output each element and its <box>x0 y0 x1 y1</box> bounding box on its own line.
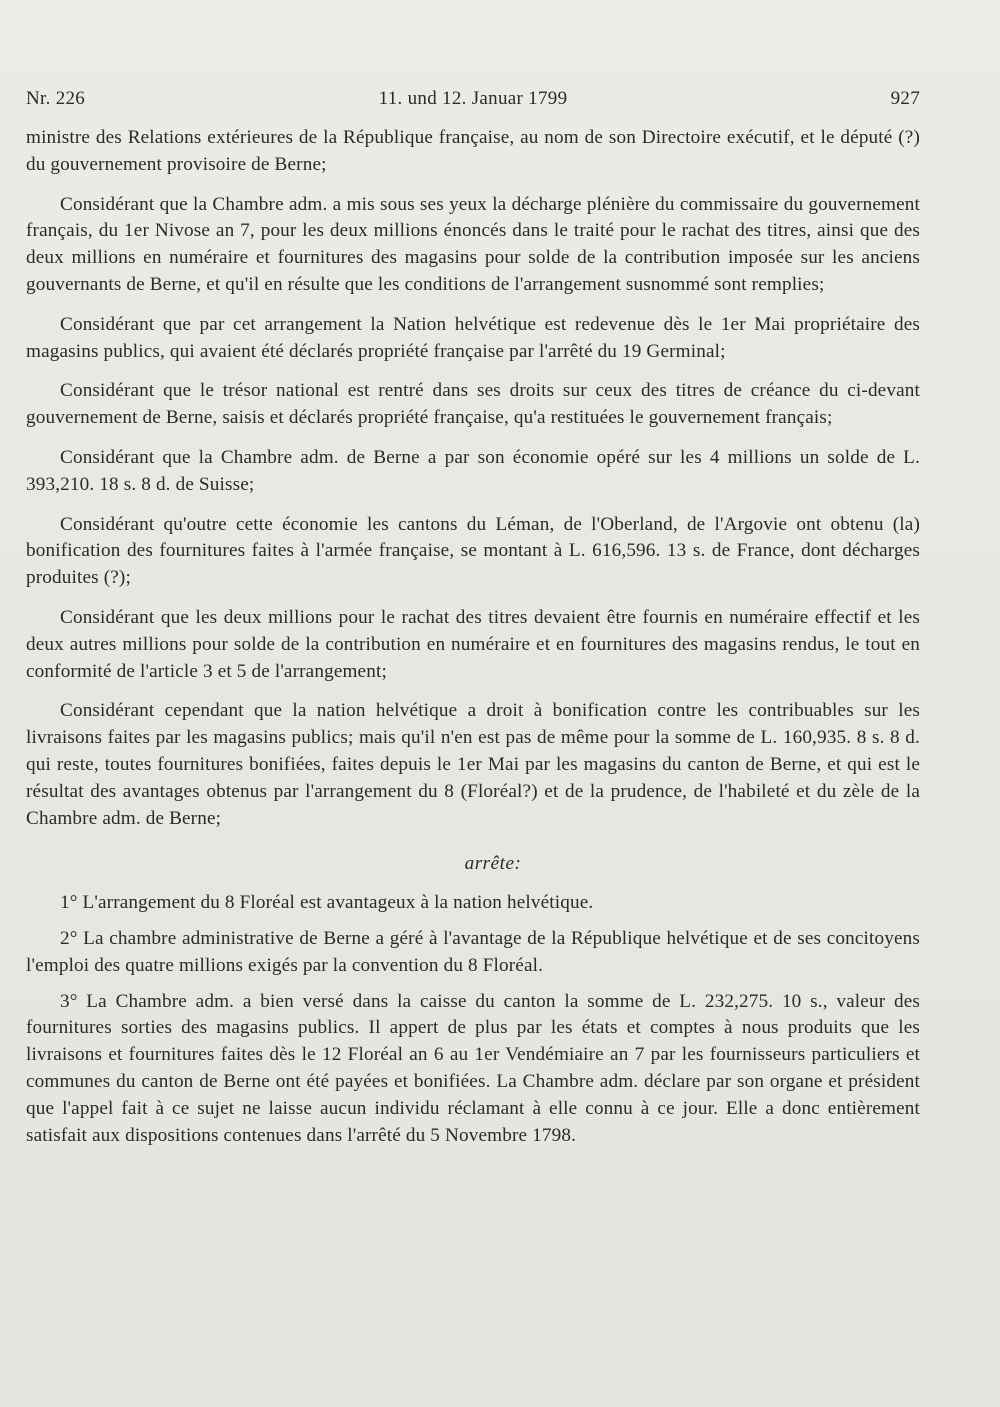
paragraph-considerant-7: Considérant cependant que la nation helvétique a droit à bonification contre les contribuables sur les livraisons faites par les magasins publics; mais qu'il n'en est pas de même pour la somme de L. 160,935. 8 s. 8 d. qui reste, toutes fournitures bonifiées, faites depuis le 1er Mai par les magasins du canton de Berne, et qui est le résultat des avantages obtenus par l'arrangement du 8 (Floréal?) et de la prudence, de l'habileté et du zèle de la Chambre adm. de Berne; <box>26 700 920 829</box>
paragraph-considerant-2: Considérant que par cet arrangement la Nation helvétique est redevenue dès le 1er Mai propriétaire des magasins publics, qui avaient été déclarés propriété française par l'arrêté du 19 Germinal; <box>26 313 920 362</box>
arrete-heading <box>26 851 920 878</box>
document-number: Nr. 226 <box>26 88 86 109</box>
paragraph-considerant-6: Considérant que les deux millions pour le rachat des titres devaient être fournis en numéraire effectif et les deux autres millions pour solde de la contribution en numéraire et en fournitures des magasins rendus, le tout en conformité de l'article 3 et 5 de l'arrangement; <box>26 606 920 682</box>
running-head <box>26 88 920 114</box>
paragraph-continuation: ministre des Relations extérieures de la République française, au nom de son Directoire exécutif, et le député (?) du gouvernement provisoire de Berne; <box>26 127 920 175</box>
document-date: 11. und 12. Januar 1799 <box>378 88 568 109</box>
arrete-heading-text: arrête: <box>464 853 522 875</box>
arrete-item-1: 1° L'arrangement du 8 Floréal est avantageux à la nation helvétique. <box>60 892 594 914</box>
paragraph-considerant-5: Considérant qu'outre cette économie les cantons du Léman, de l'Oberland, de l'Argovie ont obtenu (la) bonification des fournitures faites à l'armée française, se montant à L. 616,596. 13 s. de France, dont décharges produites (?); <box>26 513 920 589</box>
page-number: 927 <box>890 88 920 109</box>
paragraph-considerant-3: Considérant que le trésor national est rentré dans ses droits sur ceux des titres de créance du ci-devant gouvernement de Berne, saisis et déclarés propriété française, qu'a restituées le gouvernement français; <box>26 380 920 429</box>
arrete-item-3: 3° La Chambre adm. a bien versé dans la caisse du canton la somme de L. 232,275. 10 s., valeur des fournitures sorties des magasins publics. Il appert de plus par les états et comptes à nous produits que les livraisons et fournitures faites dès le 12 Floréal an 6 au 1er Vendémiaire an 7 par les fournisseurs particuliers et communes du canton de Berne ont été payées et bonifiées. La Chambre adm. déclare par son organe et président que l'appel fait à ce sujet ne laisse aucun individu réclamant à elle connu à ce jour. Elle a donc entièrement satisfait aux dispositions contenues dans l'arrêté du 5 Novembre 1798. <box>26 990 920 1146</box>
paragraph-considerant-1: Considérant que la Chambre adm. a mis sous ses yeux la décharge plénière du commissaire du gouvernement français, du 1er Nivose an 7, pour les deux millions énoncés dans le traité pour le rachat des titres, ainsi que des deux millions en numéraire et fournitures des magasins pour solde de la contribution imposée sur les anciens gouvernants de Berne, et qu'il en résulte que les conditions de l'arrangement susnommé sont remplies; <box>26 193 920 295</box>
body-text <box>26 125 920 1158</box>
arrete-item-2: 2° La chambre administrative de Berne a géré à l'avantage de la République helvétique et de ses concitoyens l'emploi des quatre millions exigés par la convention du 8 Floréal. <box>26 927 920 976</box>
paragraph-considerant-4: Considérant que la Chambre adm. de Berne a par son économie opéré sur les 4 millions un solde de L. 393,210. 18 s. 8 d. de Suisse; <box>26 446 920 495</box>
